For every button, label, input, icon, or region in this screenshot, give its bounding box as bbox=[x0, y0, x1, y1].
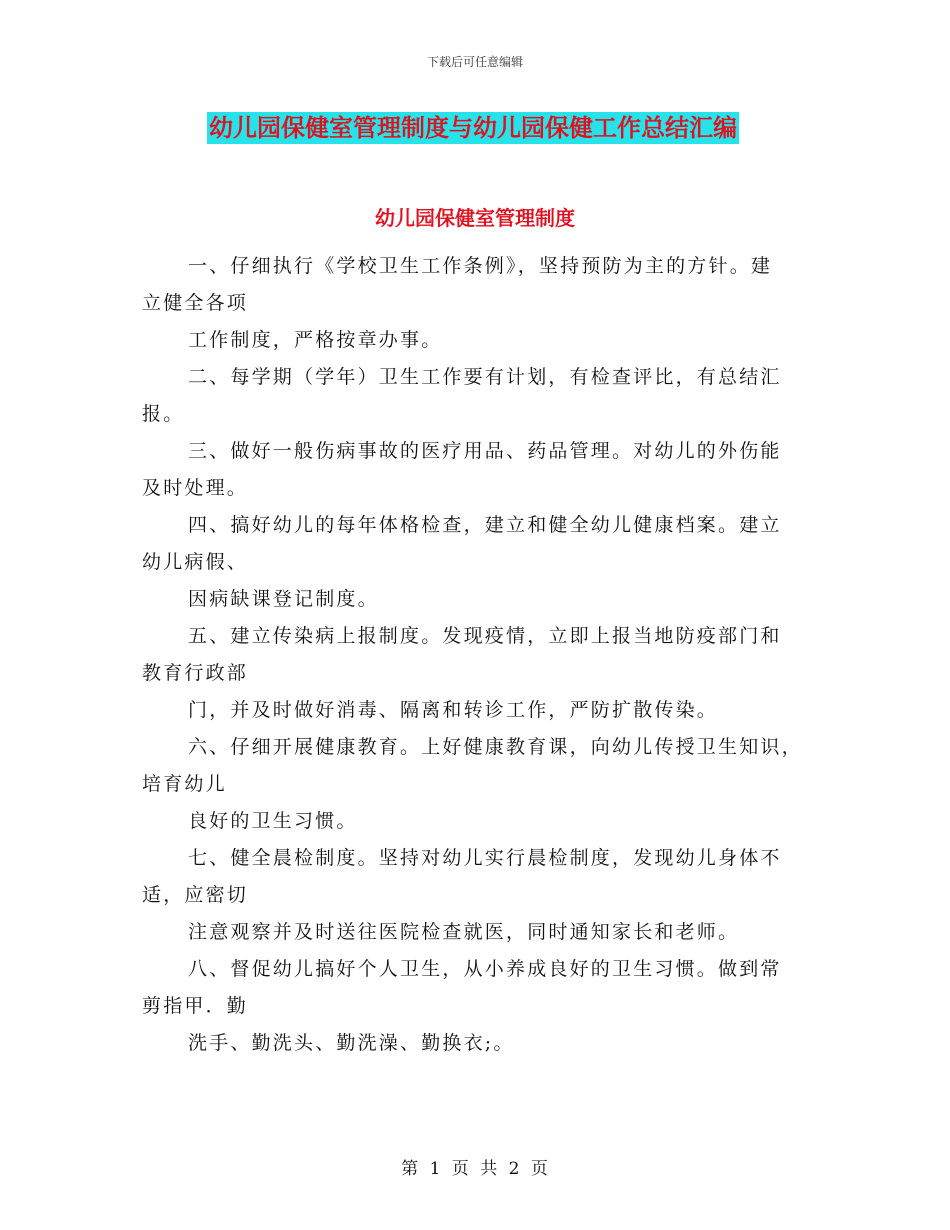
page-number-footer: 第 1 页 共 2 页 bbox=[401, 1159, 549, 1179]
body-line: 五、建立传染病上报制度。发现疫情，立即上报当地防疫部门和 bbox=[188, 625, 782, 647]
body-line: 因病缺课登记制度。 bbox=[188, 588, 379, 610]
body-line: 立健全各项 bbox=[142, 292, 249, 314]
body-line: 幼儿病假、 bbox=[142, 551, 249, 573]
body-line: 培育幼儿 bbox=[142, 773, 227, 795]
section-title: 幼儿园保健室管理制度 bbox=[375, 206, 575, 230]
body-line: 剪指甲．勤 bbox=[142, 995, 249, 1017]
body-line: 洗手、勤洗头、勤洗澡、勤换衣;。 bbox=[188, 1032, 515, 1054]
body-line: 八、督促幼儿搞好个人卫生，从小养成良好的卫生习惯。做到常 bbox=[188, 958, 782, 980]
body-line: 工作制度，严格按章办事。 bbox=[188, 329, 443, 351]
body-line: 及时处理。 bbox=[142, 477, 249, 499]
document-title: 幼儿园保健室管理制度与幼儿园保健工作总结汇编 bbox=[209, 114, 737, 142]
body-line: 六、仔细开展健康教育。上好健康教育课，向幼儿传授卫生知识， bbox=[188, 736, 803, 758]
body-line: 门，并及时做好消毒、隔离和转诊工作，严防扩散传染。 bbox=[188, 699, 719, 721]
body-line: 三、做好一般伤病事故的医疗用品、药品管理。对幼儿的外伤能 bbox=[188, 440, 782, 462]
body-line: 二、每学期（学年）卫生工作要有计划，有检查评比，有总结汇 bbox=[188, 366, 782, 388]
body-line: 教育行政部 bbox=[142, 662, 249, 684]
body-line: 四、搞好幼儿的每年体格检查，建立和健全幼儿健康档案。建立 bbox=[188, 514, 782, 536]
header-note: 下载后可任意编辑 bbox=[426, 55, 523, 69]
document-body bbox=[142, 248, 814, 1062]
body-line: 适，应密切 bbox=[142, 884, 249, 906]
body-line: 七、健全晨检制度。坚持对幼儿实行晨检制度，发现幼儿身体不 bbox=[188, 847, 782, 869]
body-line: 良好的卫生习惯。 bbox=[188, 810, 358, 832]
body-line: 一、仔细执行《学校卫生工作条例》，坚持预防为主的方针。建 bbox=[188, 255, 773, 277]
body-line: 注意观察并及时送往医院检查就医，同时通知家长和老师。 bbox=[188, 921, 740, 943]
body-line: 报。 bbox=[142, 403, 185, 425]
